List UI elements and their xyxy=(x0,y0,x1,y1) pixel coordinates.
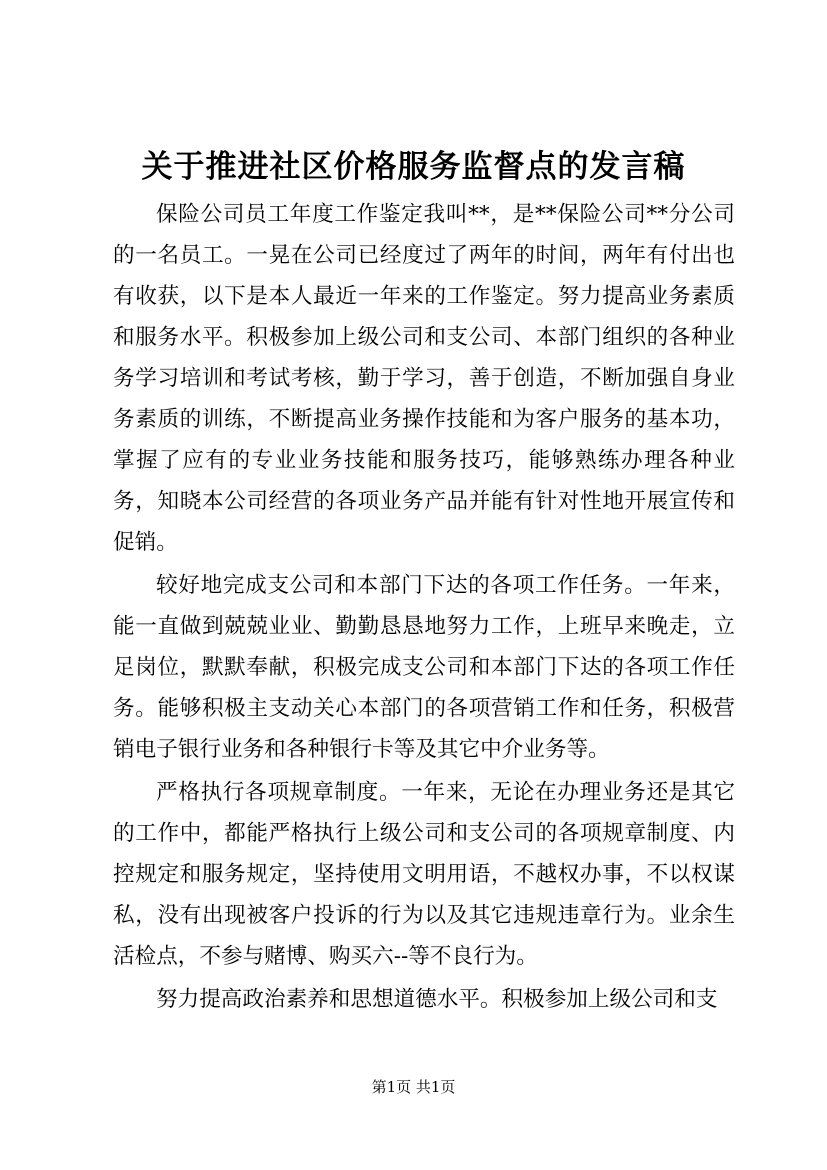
paragraph-work-summary: 保险公司员工年度工作鉴定我叫**，是**保险公司**分公司的一名员工。一晃在公司已经度过了两年的时间，两年有付出也有收获，以下是本人最近一年来的工作鉴定。努力提高业务素质和服务水平。积极参加上级公司和支公司、本部门组织的各种业务学习培训和考试考核，勤于学习，善于创造，不断加强自身业务素质的训练，不断提高业务操作技能和为客户服务的基本功，掌握了应有的专业业务技能和服务技巧，能够熟练办理各种业务，知晓本公司经营的各项业务产品并能有针对性地开展宣传和促销。 xyxy=(113,202,735,555)
page-number-footer: 第1页 共1页 xyxy=(371,1078,456,1096)
paragraph-political-quality: 努力提高政治素养和思想道德水平。积极参加上级公司和支 xyxy=(156,987,718,1012)
paragraph-regulations: 严格执行各项规章制度。一年来，无论在办理业务还是其它的工作中，都能严格执行上级公司和支公司的各项规章制度、内控规定和服务规定，坚持使用文明用语，不越权办事，不以权谋私，没有出现被客户投诉的行为以及其它违规违章行为。业余生活检点，不参与赌博、购买六--等不良行为。 xyxy=(113,780,735,969)
paragraph-task-completion: 较好地完成支公司和本部门下达的各项工作任务。一年来，能一直做到兢兢业业、勤勤恳恳地努力工作，上班早来晚走，立足岗位，默默奉献，积极完成支公司和本部门下达的各项工作任务。能够积极主支动关心本部门的各项营销工作和任务，积极营销电子银行业务和各种银行卡等及其它中介业务等。 xyxy=(113,573,735,762)
document-body xyxy=(113,194,735,1020)
document-title: 关于推进社区价格服务监督点的发言稿 xyxy=(141,149,686,185)
